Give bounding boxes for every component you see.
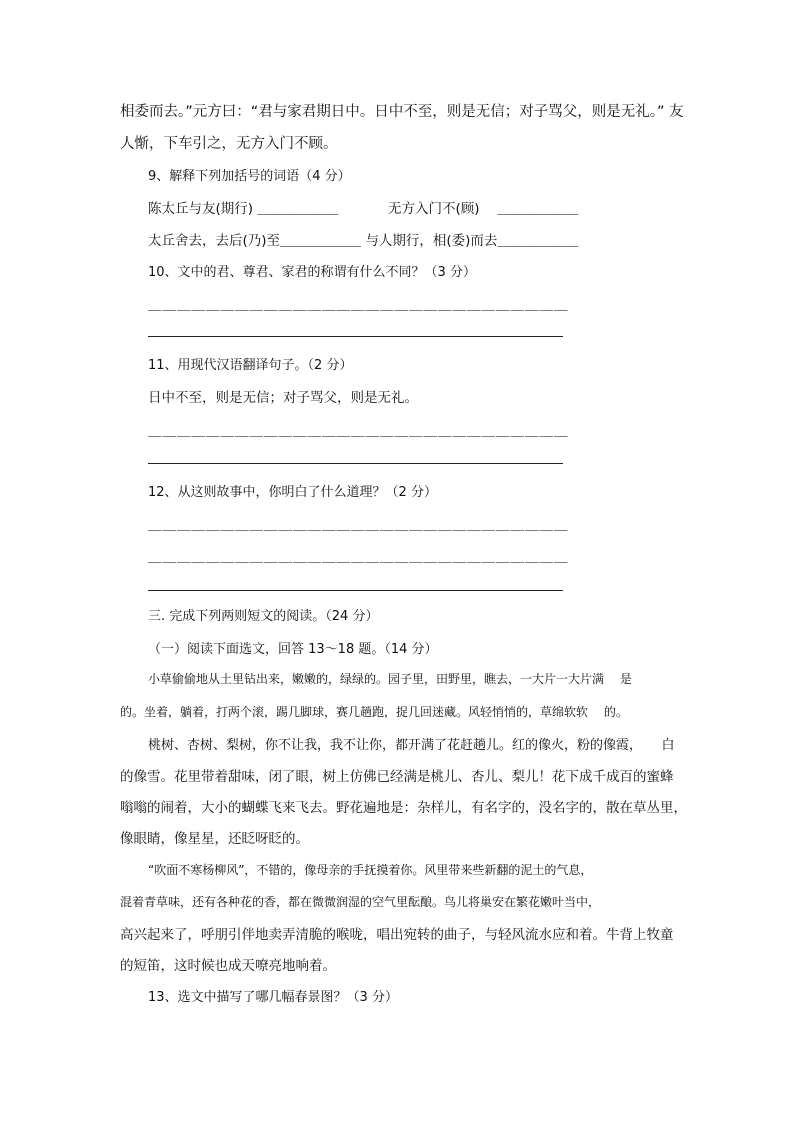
reading-line: 高兴起来了，呼朋引伴地卖弄清脆的喉咙，唱出宛转的曲子，与轻风流水应和着。牛背上牧童 xyxy=(120,927,674,943)
answer-underline[interactable] xyxy=(148,590,563,591)
reading-line: 混着青草味，还有各种花的香，都在微微润湿的空气里酝酿。鸟儿将巢安在繁花嫩叶当中， xyxy=(120,895,601,909)
reading-line: “吹面不寒杨柳风”，不错的，像母亲的手抚摸着你。风里带来些新翻的泥土的气息， xyxy=(148,863,593,877)
answer-underline[interactable] xyxy=(148,463,563,464)
answer-line[interactable]: ＿＿＿＿＿＿＿＿＿＿＿＿＿＿＿＿＿＿＿＿＿＿＿＿＿＿＿＿＿ xyxy=(148,549,569,565)
section-3-sub-1: （一）阅读下面选文，回答 13～18 题。（14 分） xyxy=(148,642,438,657)
reading-line: 的。坐着，躺着，打两个滚，踢几脚球，赛几趟跑，捉几回迷藏。风轻悄悄的，草绵软软 的。 xyxy=(120,705,628,719)
question-10-title: 10、文中的君、尊君、家君的称谓有什么不同？（3 分） xyxy=(148,265,476,280)
passage-line: 相委而去。”元方曰：“君与家君期日中。日中不至，则是无信；对子骂父，则是无礼。” 友 xyxy=(120,104,684,120)
answer-line[interactable]: ＿＿＿＿＿＿＿＿＿＿＿＿＿＿＿＿＿＿＿＿＿＿＿＿＿＿＿＿＿ xyxy=(148,423,569,439)
reading-line: 的短笛，这时候也成天嘹亮地响着。 xyxy=(120,958,336,974)
q9-item-1: 陈太丘与友(期行) ＿＿＿＿＿＿ xyxy=(148,201,339,217)
answer-line[interactable]: ＿＿＿＿＿＿＿＿＿＿＿＿＿＿＿＿＿＿＿＿＿＿＿＿＿＿＿＿＿ xyxy=(148,297,569,313)
q9-items-3-4: 太丘舍去，去后(乃)至＿＿＿＿＿＿ 与人期行，相(委)而去＿＿＿＿＿＿ xyxy=(148,233,579,249)
reading-line: 像眼睛，像星星，还眨呀眨的。 xyxy=(120,831,309,847)
question-12-title: 12、从这则故事中，你明白了什么道理？（2 分） xyxy=(148,485,437,500)
question-11-title: 11、用现代汉语翻译句子。（2 分） xyxy=(148,358,353,373)
question-9-title: 9、解释下列加括号的词语（4 分） xyxy=(148,169,351,184)
answer-underline[interactable] xyxy=(148,336,563,337)
q9-item-2: 无方入门不(顾) ＿＿＿＿＿＿ xyxy=(388,201,579,217)
answer-line[interactable]: ＿＿＿＿＿＿＿＿＿＿＿＿＿＿＿＿＿＿＿＿＿＿＿＿＿＿＿＿＿ xyxy=(148,517,569,533)
reading-line: 的像雪。花里带着甜味，闭了眼，树上仿佛已经满是桃儿、杏儿、梨儿！花下成千成百的蜜蜂 xyxy=(120,769,674,785)
passage-line: 人惭，下车引之，无方入门不顾。 xyxy=(120,136,338,152)
reading-line: 嗡嗡的闹着，大小的蝴蝶飞来飞去。野花遍地是：杂样儿，有名字的，没名字的，散在草丛里， xyxy=(120,800,687,816)
reading-line: 桃树、杏树、梨树，你不让我，我不让你，都开满了花赶趟儿。红的像火，粉的像霞， 白 xyxy=(148,738,675,753)
question-13-title: 13、选文中描写了哪几幅春景图？（3 分） xyxy=(148,990,398,1005)
q11-sentence: 日中不至，则是无信；对子骂父，则是无礼。 xyxy=(148,390,418,406)
reading-line: 小草偷偷地从土里钻出来，嫩嫩的，绿绿的。园子里，田野里，瞧去，一大片一大片满 是 xyxy=(148,672,632,686)
section-3-title: 三. 完成下列两则短文的阅读。（24 分） xyxy=(148,609,379,624)
